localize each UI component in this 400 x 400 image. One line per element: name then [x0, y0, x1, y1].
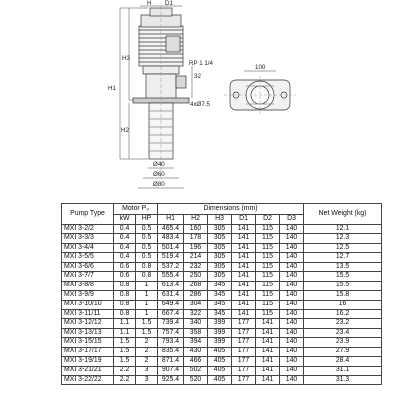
table-cell: 115 [256, 243, 280, 252]
table-cell: 399 [208, 319, 232, 328]
pump-model-cell: MXI 3-10/10 [62, 300, 114, 309]
table-cell: 613.4 [158, 281, 184, 290]
table-row [62, 225, 382, 234]
table-cell: 141 [232, 253, 256, 262]
table-cell: 177 [232, 376, 256, 385]
pump-model-cell: MXI 3-5/5 [62, 253, 114, 262]
table-cell: 31.1 [304, 366, 382, 375]
label-d60: Ø60 [153, 171, 165, 178]
pump-model-cell: MXI 3-4/4 [62, 243, 114, 252]
header-h3: H3 [208, 215, 232, 225]
table-cell: 140 [280, 366, 304, 375]
table-cell: 520 [184, 376, 208, 385]
label-100: 100 [255, 64, 266, 71]
table-cell: 141 [232, 272, 256, 281]
table-cell: 140 [280, 357, 304, 366]
table-row [62, 309, 382, 318]
table-cell: 115 [256, 309, 280, 318]
table-cell: 115 [256, 281, 280, 290]
pump-model-cell: MXI 3-15/15 [62, 338, 114, 347]
table-cell: 0.5 [136, 253, 158, 262]
pump-model-cell: MXI 3-19/19 [62, 357, 114, 366]
table-cell: 757.4 [158, 328, 184, 337]
end-view [224, 71, 296, 114]
header-kw: kW [114, 215, 136, 225]
table-cell: 465.4 [158, 225, 184, 234]
table-cell: 214 [184, 253, 208, 262]
table-cell: 0.8 [114, 309, 136, 318]
table-cell: 141 [256, 357, 280, 366]
table-row [62, 243, 382, 252]
table-cell: 13.5 [304, 262, 382, 271]
pump-model-cell: MXI 3-6/6 [62, 262, 114, 271]
table-cell: 1 [136, 300, 158, 309]
table-cell: 268 [184, 281, 208, 290]
table-cell: 1.1 [114, 328, 136, 337]
label-d3: 32 [194, 73, 201, 80]
table-cell: 345 [208, 309, 232, 318]
header-net-weight: Net Weight (kg) [304, 204, 382, 225]
table-cell: 140 [280, 234, 304, 243]
pump-model-cell: MXI 3-9/9 [62, 291, 114, 300]
table-cell: 519.4 [158, 253, 184, 262]
terminal-box [166, 36, 180, 52]
table-cell: 1.5 [114, 357, 136, 366]
header-h2: H2 [184, 215, 208, 225]
table-row [62, 328, 382, 337]
table-row [62, 272, 382, 281]
table-cell: 0.6 [114, 262, 136, 271]
table-cell: 140 [280, 281, 304, 290]
table-cell: 1 [136, 291, 158, 300]
table-cell: 305 [208, 225, 232, 234]
table-cell: 871.4 [158, 357, 184, 366]
table-cell: 141 [232, 281, 256, 290]
table-cell: 177 [232, 357, 256, 366]
table-cell: 141 [256, 347, 280, 356]
label-holes: 4xØ7.5 [190, 101, 210, 108]
table-cell: 340 [184, 319, 208, 328]
table-cell: 140 [280, 243, 304, 252]
table-cell: 140 [280, 347, 304, 356]
table-cell: 27.9 [304, 347, 382, 356]
table-cell: 0.8 [114, 300, 136, 309]
table-cell: 2 [136, 357, 158, 366]
table-cell: 0.4 [114, 225, 136, 234]
table-cell: 115 [256, 300, 280, 309]
table-cell: 483.4 [158, 234, 184, 243]
table-row [62, 338, 382, 347]
table-cell: 141 [256, 328, 280, 337]
table-cell: 739.4 [158, 319, 184, 328]
table-cell: 141 [256, 376, 280, 385]
table-cell: 667.4 [158, 309, 184, 318]
table-cell: 141 [256, 319, 280, 328]
pump-model-cell: MXI 3-2/2 [62, 225, 114, 234]
table-cell: 0.5 [136, 234, 158, 243]
table-cell: 23.2 [304, 319, 382, 328]
table-cell: 140 [280, 319, 304, 328]
label-h: H [147, 0, 152, 7]
table-cell: 345 [208, 291, 232, 300]
table-cell: 140 [280, 253, 304, 262]
table-cell: 0.4 [114, 243, 136, 252]
pump-model-cell: MXI 3-12/12 [62, 319, 114, 328]
table-cell: 177 [232, 366, 256, 375]
table-cell: 0.8 [136, 272, 158, 281]
table-cell: 12.3 [304, 234, 382, 243]
pump-model-cell: MXI 3-21/21 [62, 366, 114, 375]
table-cell: 141 [232, 262, 256, 271]
table-cell: 1.1 [114, 319, 136, 328]
table-cell: 177 [232, 319, 256, 328]
table-cell: 502 [184, 366, 208, 375]
table-cell: 286 [184, 291, 208, 300]
table-row [62, 357, 382, 366]
table-cell: 907.4 [158, 366, 184, 375]
table-cell: 23.9 [304, 338, 382, 347]
table-cell: 305 [208, 253, 232, 262]
table-cell: 177 [232, 338, 256, 347]
table-row [62, 347, 382, 356]
table-cell: 23.4 [304, 328, 382, 337]
table-row [62, 291, 382, 300]
table-row [62, 262, 382, 271]
table-cell: 2 [136, 338, 158, 347]
table-cell: 649.4 [158, 300, 184, 309]
table-cell: 0.8 [114, 281, 136, 290]
pump-model-cell: MXI 3-8/8 [62, 281, 114, 290]
table-row [62, 253, 382, 262]
table-cell: 140 [280, 225, 304, 234]
table-cell: 115 [256, 234, 280, 243]
table-cell: 141 [256, 338, 280, 347]
table-cell: 0.8 [136, 262, 158, 271]
table-cell: 16.2 [304, 309, 382, 318]
table-cell: 177 [232, 347, 256, 356]
pump-model-cell: MXI 3-17/17 [62, 347, 114, 356]
label-h2: H2 [121, 127, 129, 134]
table-cell: 141 [232, 291, 256, 300]
table-cell: 115 [256, 253, 280, 262]
pump-model-cell: MXI 3-3/3 [62, 234, 114, 243]
table-cell: 12.1 [304, 225, 382, 234]
table-cell: 141 [232, 300, 256, 309]
header-dimensions: Dimensions (mm) [158, 204, 304, 215]
table-cell: 793.4 [158, 338, 184, 347]
pump-model-cell: MXI 3-13/13 [62, 328, 114, 337]
table-cell: 141 [232, 309, 256, 318]
table-cell: 141 [232, 225, 256, 234]
header-hp: HP [136, 215, 158, 225]
label-d40: Ø40 [153, 161, 165, 168]
table-cell: 925.4 [158, 376, 184, 385]
table-cell: 0.4 [114, 234, 136, 243]
table-cell: 501.4 [158, 243, 184, 252]
label-h1: H1 [108, 85, 116, 92]
table-cell: 1.5 [114, 347, 136, 356]
table-cell: 399 [208, 338, 232, 347]
table-cell: 140 [280, 376, 304, 385]
table-cell: 3 [136, 376, 158, 385]
table-cell: 405 [208, 347, 232, 356]
table-cell: 140 [280, 291, 304, 300]
table-cell: 115 [256, 272, 280, 281]
table-cell: 405 [208, 357, 232, 366]
table-cell: 196 [184, 243, 208, 252]
table-row [62, 366, 382, 375]
table-cell: 835.4 [158, 347, 184, 356]
table-cell: 322 [184, 309, 208, 318]
table-cell: 140 [280, 309, 304, 318]
table-cell: 537.2 [158, 262, 184, 271]
header-d2: D2 [256, 215, 280, 225]
table-cell: 140 [280, 272, 304, 281]
table-cell: 1.5 [114, 338, 136, 347]
table-body [62, 225, 382, 385]
table-cell: 0.8 [114, 291, 136, 300]
label-d80: Ø80 [153, 181, 165, 188]
table-cell: 1.5 [136, 319, 158, 328]
table-cell: 305 [208, 234, 232, 243]
table-cell: 141 [232, 243, 256, 252]
table-cell: 631.4 [158, 291, 184, 300]
table-cell: 345 [208, 300, 232, 309]
table-cell: 305 [208, 243, 232, 252]
table-cell: 12.7 [304, 253, 382, 262]
label-d1: D1 [165, 0, 173, 7]
table-cell: 15.5 [304, 272, 382, 281]
table-cell: 399 [208, 328, 232, 337]
table-cell: 430 [184, 347, 208, 356]
table-cell: 141 [232, 234, 256, 243]
table-cell: 305 [208, 272, 232, 281]
table-cell: 12.5 [304, 243, 382, 252]
table-cell: 2 [136, 347, 158, 356]
header-motor: Motor P₂ [114, 204, 158, 215]
table-cell: 16 [304, 300, 382, 309]
label-rp: RP 1 1/4 [189, 60, 213, 67]
table-cell: 405 [208, 366, 232, 375]
label-h3: H3 [122, 55, 130, 62]
table-cell: 304 [184, 300, 208, 309]
table-cell: 160 [184, 225, 208, 234]
table-cell: 0.4 [114, 253, 136, 262]
table-cell: 0.5 [136, 225, 158, 234]
table-cell: 466 [184, 357, 208, 366]
specifications-table [61, 203, 382, 385]
table-cell: 140 [280, 338, 304, 347]
pump-model-cell: MXI 3-22/22 [62, 376, 114, 385]
table-row [62, 376, 382, 385]
table-cell: 305 [208, 262, 232, 271]
table-cell: 115 [256, 262, 280, 271]
table-cell: 115 [256, 291, 280, 300]
header-d3: D3 [280, 215, 304, 225]
table-cell: 15.8 [304, 291, 382, 300]
table-row [62, 234, 382, 243]
pump-model-cell: MXI 3-7/7 [62, 272, 114, 281]
table-cell: 394 [184, 338, 208, 347]
table-cell: 2.2 [114, 376, 136, 385]
table-cell: 1 [136, 309, 158, 318]
header-d1: D1 [232, 215, 256, 225]
table-cell: 140 [280, 328, 304, 337]
table-cell: 232 [184, 262, 208, 271]
table-cell: 31.3 [304, 376, 382, 385]
table-cell: 115 [256, 225, 280, 234]
table-cell: 2.2 [114, 366, 136, 375]
table-cell: 140 [280, 262, 304, 271]
table-cell: 3 [136, 366, 158, 375]
table-cell: 178 [184, 234, 208, 243]
table-cell: 358 [184, 328, 208, 337]
header-pump-type: Pump Type [62, 204, 114, 225]
table-cell: 15.5 [304, 281, 382, 290]
table-cell: 555.4 [158, 272, 184, 281]
pump-model-cell: MXI 3-11/11 [62, 309, 114, 318]
table-cell: 140 [280, 300, 304, 309]
header-h1: H1 [158, 215, 184, 225]
table-cell: 0.6 [114, 272, 136, 281]
table-cell: 141 [256, 366, 280, 375]
table-row [62, 319, 382, 328]
table-cell: 0.5 [136, 243, 158, 252]
table-row [62, 281, 382, 290]
table-cell: 1.5 [136, 328, 158, 337]
table-cell: 177 [232, 328, 256, 337]
table-cell: 1 [136, 281, 158, 290]
table-cell: 345 [208, 281, 232, 290]
table-cell: 250 [184, 272, 208, 281]
table-row [62, 300, 382, 309]
table-cell: 405 [208, 376, 232, 385]
table-cell: 28.4 [304, 357, 382, 366]
